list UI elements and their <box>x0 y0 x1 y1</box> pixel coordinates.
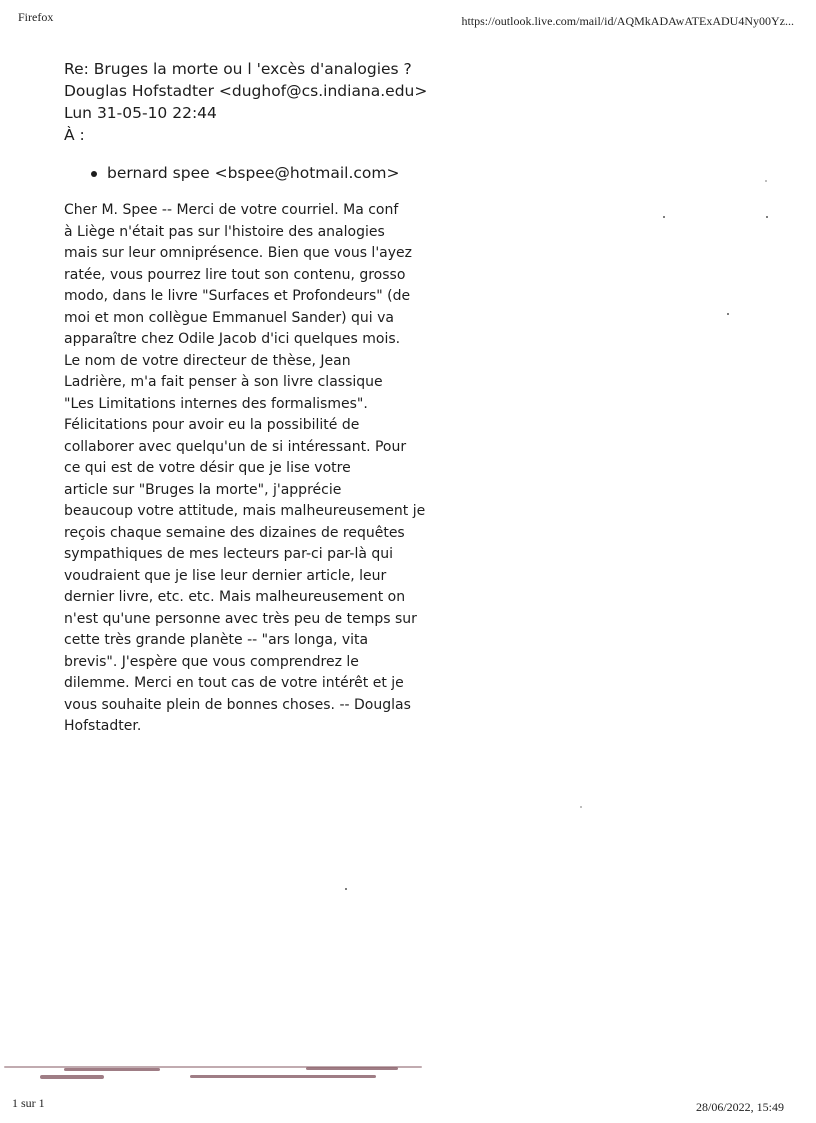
email-body <box>64 200 426 738</box>
scan-speck <box>663 216 665 218</box>
page-number: 1 sur 1 <box>12 1096 45 1110</box>
email-body-line: modo, dans le livre "Surfaces et Profondeurs" (de <box>64 288 411 304</box>
email-body-line: dernier livre, etc. etc. Mais malheureusement on <box>64 589 406 605</box>
email-body-line: vous souhaite plein de bonnes choses. -- Douglas <box>64 696 411 713</box>
email-body-line: n'est qu'une personne avec très peu de temps sur <box>64 610 417 627</box>
email-body-line: beaucoup votre attitude, mais malheureusement je <box>64 503 426 519</box>
email-body-line: collaborer avec quelqu'un de si intéressant. Pour <box>64 438 407 455</box>
pen-stroke <box>190 1075 376 1078</box>
email-body-line: dilemme. Merci en tout cas de votre intérêt et je <box>64 675 404 691</box>
email-body-line: Félicitations pour avoir eu la possibilité de <box>64 417 360 433</box>
scan-speck <box>345 888 347 890</box>
email-body-line: article sur "Bruges la morte", j'apprécie <box>64 481 342 498</box>
email-body-line: Cher M. Spee -- Merci de votre courriel. Ma conf <box>64 202 399 218</box>
pen-stroke <box>306 1067 398 1070</box>
pen-stroke <box>64 1068 160 1071</box>
pen-stroke <box>40 1075 104 1079</box>
email-body-line: sympathiques de mes lecteurs par-ci par-là qui <box>64 546 394 562</box>
email-body-line: cette très grande planète -- "ars longa, vita <box>64 632 369 648</box>
email-body-line: apparaître chez Odile Jacob d'ici quelques mois. <box>64 331 401 347</box>
email-to-label: À : <box>64 126 85 144</box>
email-body-line: voudraient que je lise leur dernier article, leur <box>64 567 387 584</box>
email-body-line: Le nom de votre directeur de thèse, Jean <box>64 352 351 369</box>
print-timestamp: 28/06/2022, 15:49 <box>695 1100 784 1114</box>
email-subject: Re: Bruges la morte ou l 'excès d'analogies ? <box>64 60 412 78</box>
email-date: Lun 31-05-10 22:44 <box>64 104 217 122</box>
email-body-line: ratée, vous pourrez lire tout son contenu, grosso <box>64 266 406 283</box>
email-body-line: mais sur leur omniprésence. Bien que vous l'ayez <box>64 245 412 261</box>
email-body-line: "Les Limitations internes des formalismes". <box>64 395 368 412</box>
email-sender: Douglas Hofstadter <dughof@cs.indiana.edu> <box>64 82 428 100</box>
scan-speck <box>580 806 582 808</box>
scan-speck <box>727 313 729 315</box>
email-body-line: moi et mon collègue Emmanuel Sander) qui va <box>64 309 394 326</box>
scan-speck <box>766 216 768 218</box>
email-body-line: reçois chaque semaine des dizaines de requêtes <box>64 524 405 541</box>
print-header-url: https://outlook.live.com/mail/id/AQMkADAwATExADU4Ny00Yz... <box>461 14 794 28</box>
email-body-line: Hofstadter. <box>64 718 142 734</box>
email-body-line: Ladrière, m'a fait penser à son livre classique <box>64 374 383 390</box>
email-body-line: brevis". J'espère que vous comprendrez le <box>64 653 359 670</box>
email-body-line: ce qui est de votre désir que je lise votre <box>64 460 351 476</box>
recipient-item: bernard spee <bspee@hotmail.com> <box>91 162 427 184</box>
email-message <box>64 58 427 738</box>
recipient-list <box>64 162 427 184</box>
scan-speck <box>765 180 767 182</box>
print-header-browser: Firefox <box>18 10 54 24</box>
email-body-line: à Liège n'était pas sur l'histoire des analogies <box>64 223 385 240</box>
